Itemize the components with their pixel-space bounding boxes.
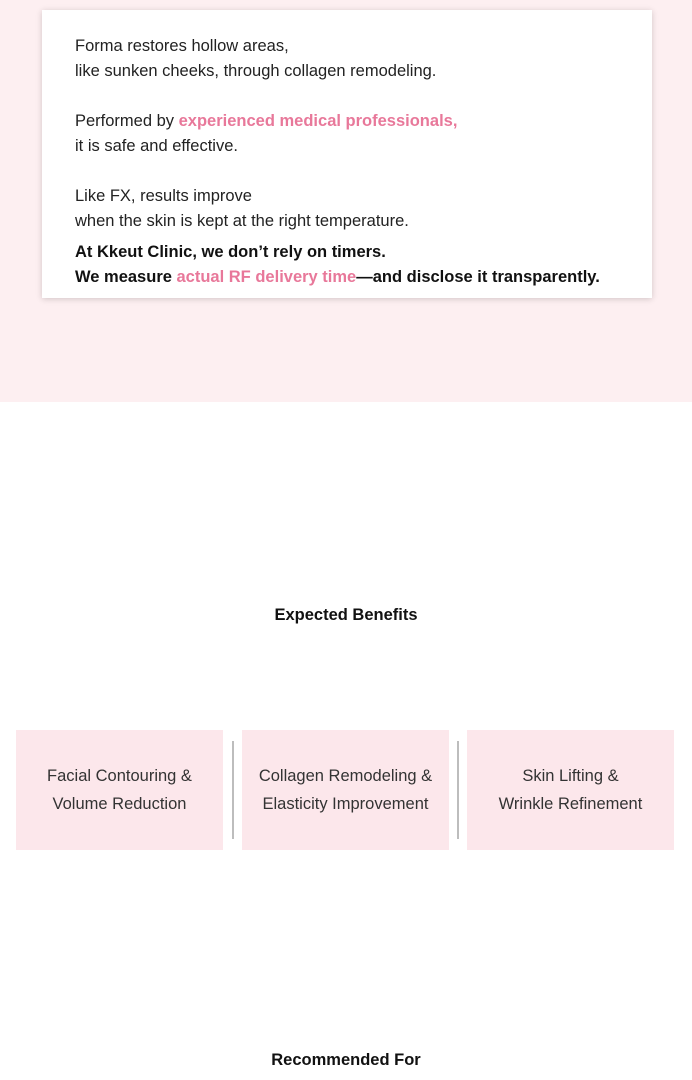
benefit-card-facial-contouring bbox=[16, 730, 223, 850]
intro-paragraph-2-prefix: Performed by bbox=[75, 112, 179, 130]
recommended-for-title: Recommended For bbox=[271, 1051, 421, 1069]
intro-paragraph-2-line-2: it is safe and effective. bbox=[75, 137, 238, 155]
benefit-card-text bbox=[259, 762, 432, 818]
intro-paragraph-3 bbox=[75, 184, 652, 234]
benefit-card-text bbox=[499, 762, 643, 818]
benefit-card-line-1: Skin Lifting & bbox=[522, 767, 619, 785]
clinic-statement-line-1: At Kkeut Clinic, we don’t rely on timers. bbox=[75, 243, 386, 261]
clinic-statement bbox=[75, 240, 652, 290]
intro-paragraph-3-line-1: Like FX, results improve bbox=[75, 187, 252, 205]
benefit-card-line-1: Collagen Remodeling & bbox=[258, 767, 433, 785]
medical-professionals-highlight: experienced medical professionals, bbox=[178, 112, 458, 130]
intro-paragraph-1-line-2: like sunken cheeks, through collagen remodeling. bbox=[75, 62, 437, 80]
benefit-card-line-1: Facial Contouring & bbox=[47, 767, 192, 785]
clinic-statement-line-2-prefix: We measure bbox=[75, 268, 177, 286]
rf-delivery-time-highlight: actual RF delivery time bbox=[176, 268, 357, 286]
benefit-card-line-2: Elasticity Improvement bbox=[262, 795, 429, 813]
intro-card bbox=[42, 10, 652, 298]
benefit-divider bbox=[232, 741, 234, 839]
expected-benefits-title: Expected Benefits bbox=[274, 606, 418, 624]
benefit-card-collagen-remodeling bbox=[242, 730, 449, 850]
intro-paragraph-3-line-2: when the skin is kept at the right temperature. bbox=[75, 212, 409, 230]
intro-paragraph-2 bbox=[75, 109, 652, 159]
intro-paragraph-1-line-1: Forma restores hollow areas, bbox=[75, 37, 289, 55]
benefit-card-text bbox=[47, 762, 192, 818]
benefit-card-line-2: Wrinkle Refinement bbox=[498, 795, 643, 813]
benefit-card-line-2: Volume Reduction bbox=[52, 795, 187, 813]
benefit-card-skin-lifting bbox=[467, 730, 674, 850]
benefit-divider bbox=[457, 741, 459, 839]
clinic-statement-line-2-suffix: —and disclose it transparently. bbox=[356, 268, 600, 286]
intro-paragraph-1 bbox=[75, 34, 652, 84]
